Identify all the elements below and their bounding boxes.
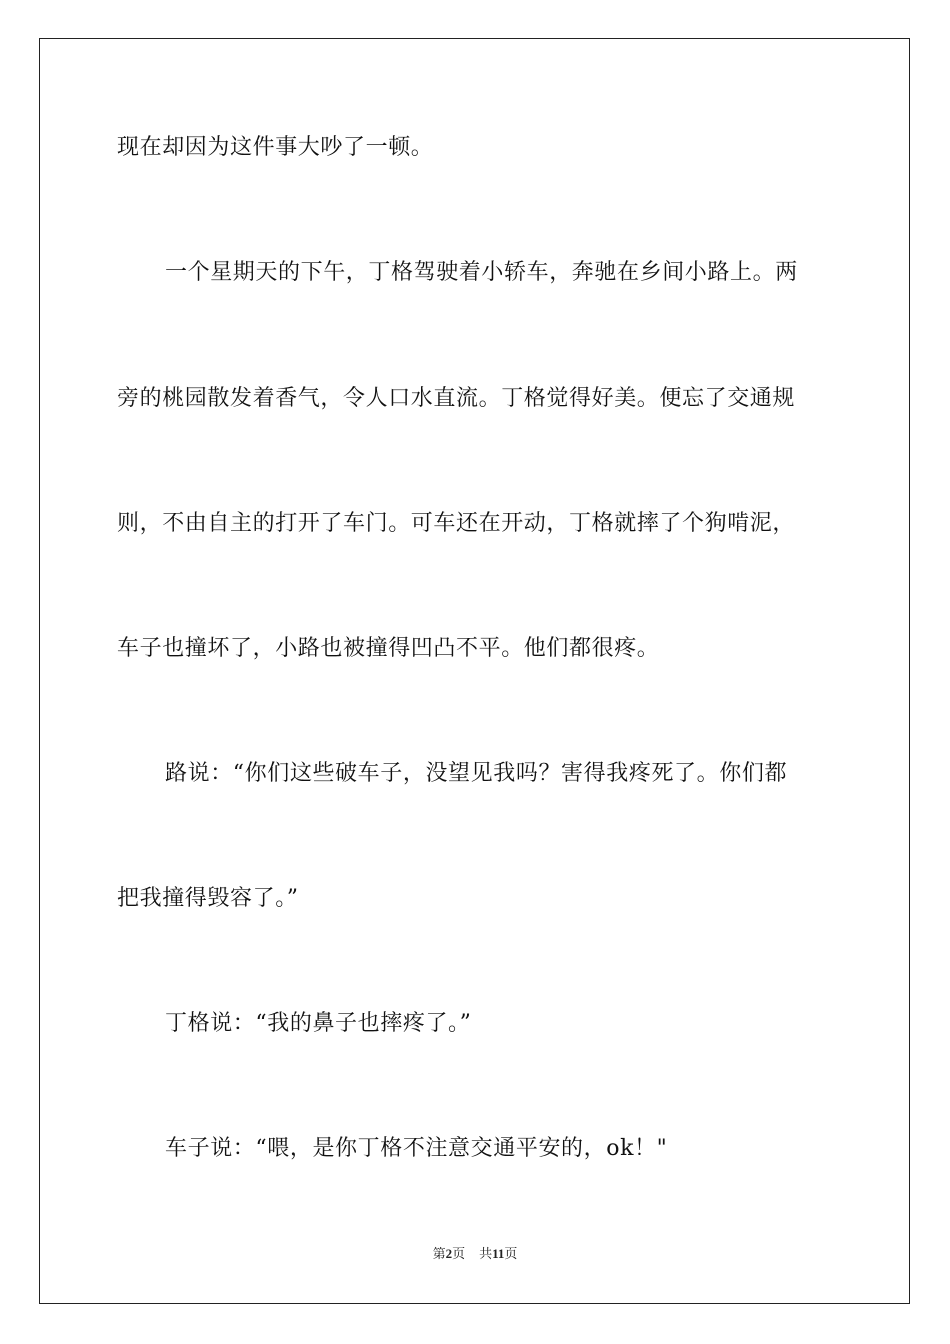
footer-total-pages: 11 (492, 1246, 505, 1261)
text-line-9: 车子说：“喂，是你丁格不注意交通平安的，ok！" (165, 1136, 668, 1161)
page-footer (0, 1246, 950, 1262)
text-line-4: 则，不由自主的打开了车门。可车还在开动，丁格就摔了个狗啃泥， (117, 511, 796, 536)
text-line-5: 车子也撞坏了，小路也被撞得凹凸不平。他们都很疼。 (117, 636, 660, 661)
text-line-7: 把我撞得毁容了。” (117, 886, 299, 911)
footer-page-number: 2 (445, 1246, 453, 1261)
footer-page-suffix: 页 (452, 1246, 466, 1261)
footer-page-prefix: 第 (432, 1246, 446, 1261)
text-line-6: 路说：“你们这些破车子，没望见我吗？害得我疼死了。你们都 (165, 761, 788, 786)
footer-total-suffix: 页 (504, 1246, 518, 1261)
text-line-3: 旁的桃园散发着香气，令人口水直流。丁格觉得好美。便忘了交通规 (117, 386, 796, 411)
page-border (39, 38, 910, 1304)
text-line-2: 一个星期天的下午，丁格驾驶着小轿车，奔驰在乡间小路上。两 (165, 260, 798, 285)
footer-total-prefix: 共 (479, 1246, 493, 1261)
text-line-8: 丁格说：“我的鼻子也摔疼了。” (165, 1011, 472, 1036)
text-line-1: 现在却因为这件事大吵了一顿。 (117, 135, 434, 160)
